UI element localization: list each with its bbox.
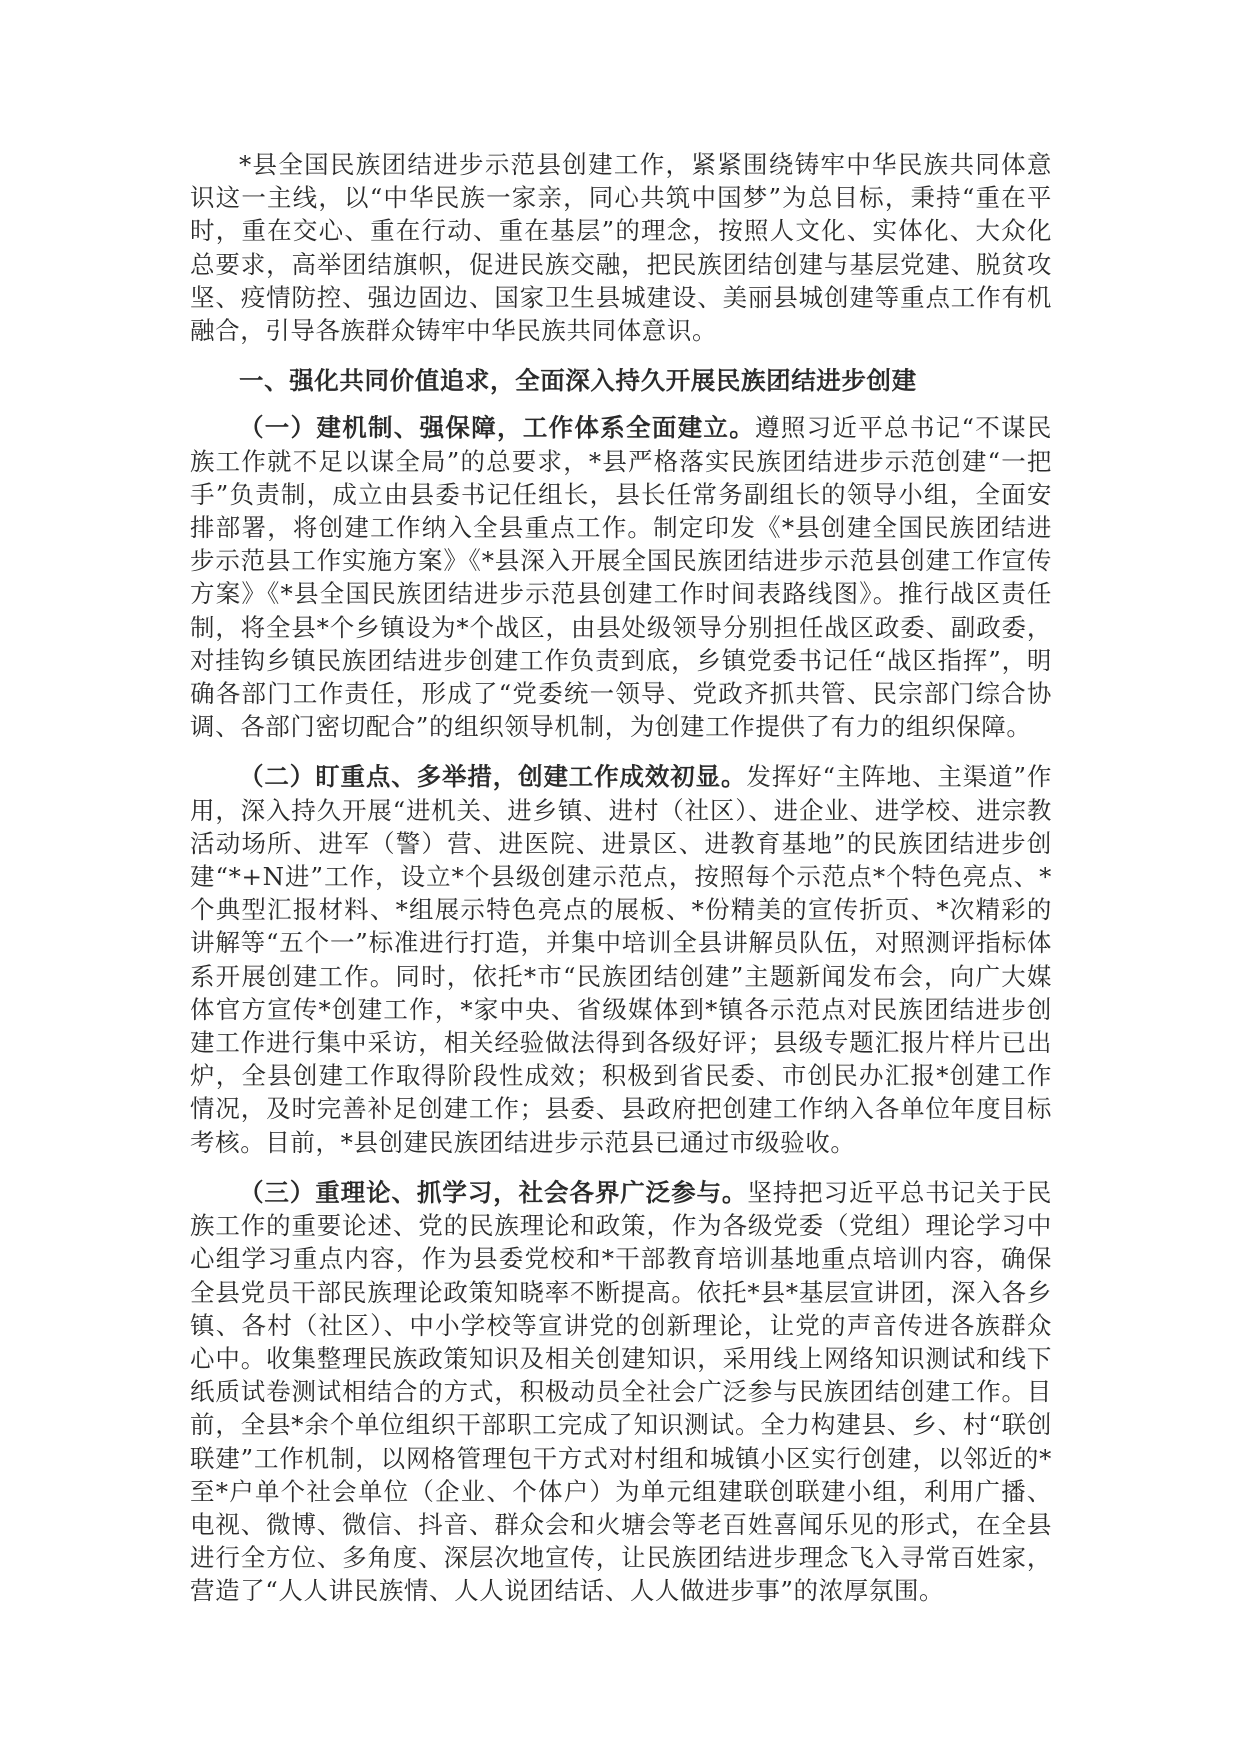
paragraph-body: 遵照习近平总书记“不谋民族工作就不足以谋全局”的总要求，*县严格落实民族团结进步示范创建“一把手”负责制，成立由县委书记任组长，县长任常务副组长的领导小组，全面安排部署，将创建工作纳入全县重点工作。制定印发《*县创建全国民族团结进步示范县工作实施方案》《*县深入开展全国民族团结进步示范县创建工作宣传方案》《*县全国民族团结进步示范县创建工作时间表路线图》。推行战区责任制，将全县*个乡镇设为*个战区，由县处级领导分别担任战区政委、副政委，对挂钩乡镇民族团结进步创建工作负责到底，乡镇党委书记任“战区指挥”，明确各部门工作责任，形成了“党委统一领导、党政齐抓共管、民宗部门综合协调、各部门密切配合”的组织领导机制，为创建工作提供了有力的组织保障。 — [190, 413, 1052, 742]
document-page — [190, 148, 1052, 1625]
paragraph-3 — [190, 1176, 1052, 1608]
paragraph-lead: （二）盯重点、多举措，创建工作成效初显。 — [239, 762, 747, 792]
section-heading: 一、强化共同价值追求，全面深入持久开展民族团结进步创建 — [239, 366, 917, 396]
paragraph-body: 坚持把习近平总书记关于民族工作的重要论述、党的民族理论和政策，作为各级党委（党组）理论学习中心组学习重点内容，作为县委党校和*干部教育培训基地重点培训内容，确保全县党员干部民族理论政策知晓率不断提高。依托*县*基层宣讲团，深入各乡镇、各村（社区）、中小学校等宣讲党的创新理论，让党的声音传进各族群众心中。收集整理民族政策知识及相关创建知识，采用线上网络知识测试和线下纸质试卷测试相结合的方式，积极动员全社会广泛参与民族团结创建工作。目前，全县*余个单位组织干部职工完成了知识测试。全力构建县、乡、村“联创联建”工作机制，以网格管理包干方式对村组和城镇小区实行创建，以邻近的*至*户单个社会单位（企业、个体户）为单元组建联创联建小组，利用广播、电视、微博、微信、抖音、群众会和火塘会等老百姓喜闻乐见的形式，在全县进行全方位、多角度、深层次地宣传，让民族团结进步理念飞入寻常百姓家，营造了“人人讲民族情、人人说团结话、人人做进步事”的浓厚氛围。 — [190, 1177, 1053, 1606]
paragraph-2 — [190, 760, 1052, 1158]
paragraph-lead: （一）建机制、强保障，工作体系全面建立。 — [239, 413, 756, 443]
paragraph-lead: （三）重理论、抓学习，社会各界广泛参与。 — [239, 1177, 748, 1207]
paragraph-1 — [190, 411, 1052, 743]
intro-paragraph: *县全国民族团结进步示范县创建工作，紧紧围绕铸牢中华民族共同体意识这一主线，以“中华民族一家亲，同心共筑中国梦”为总目标，秉持“重在平时，重在交心、重在行动、重在基层”的理念，按照人文化、实体化、大众化总要求，高举团结旗帜，促进民族交融，把民族团结创建与基层党建、脱贫攻坚、疫情防控、强边固边、国家卫生县城建设、美丽县城创建等重点工作有机融合，引导各族群众铸牢中华民族共同体意识。 — [190, 150, 1052, 346]
paragraph-body: 发挥好“主阵地、主渠道”作用，深入持久开展“进机关、进乡镇、进村（社区）、进企业、进学校、进宗教活动场所、进军（警）营、进医院、进景区、进教育基地”的民族团结进步创建“*+N进”工作，设立*个县级创建示范点，按照每个示范点*个特色亮点、*个典型汇报材料、*组展示特色亮点的展板、*份精美的宣传折页、*次精彩的讲解等“五个一”标准进行打造，并集中培训全县讲解员队伍，对照测评指标体系开展创建工作。同时，依托*市“民族团结创建”主题新闻发布会，向广大媒体官方宣传*创建工作，*家中央、省级媒体到*镇各示范点对民族团结进步创建工作进行集中采访，相关经验做法得到各级好评；县级专题汇报片样片已出炉，全县创建工作取得阶段性成效；积极到省民委、市创民办汇报*创建工作情况，及时完善补足创建工作；县委、县政府把创建工作纳入各单位年度目标考核。目前，*县创建民族团结进步示范县已通过市级验收。 — [190, 762, 1052, 1157]
